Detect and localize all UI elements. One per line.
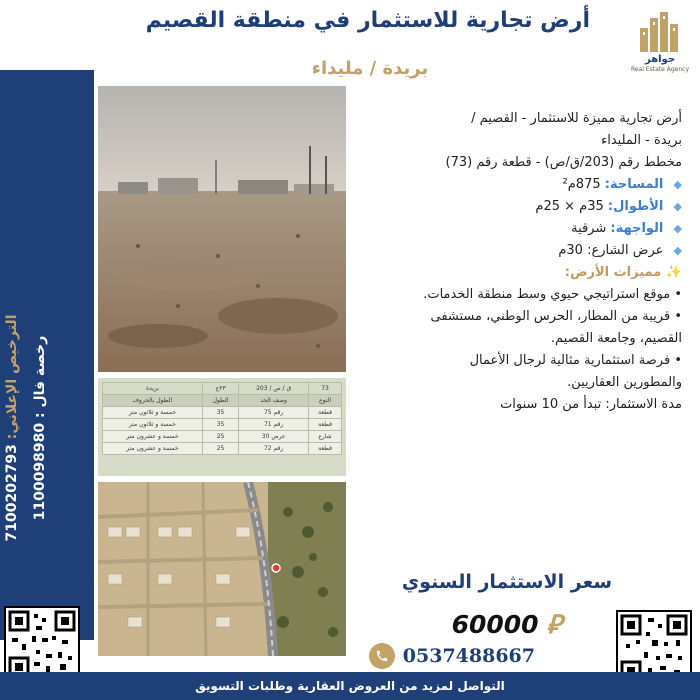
phone-number[interactable]: 0537488667 — [402, 645, 535, 667]
area-value: 875م² — [562, 177, 601, 192]
diamond-bullet-icon: ◆ — [673, 200, 682, 213]
table-cell: 35 — [202, 419, 238, 431]
logo-name: جواهر — [644, 54, 676, 65]
dimensions-value: 35م × 25م — [535, 199, 604, 214]
table-row — [103, 443, 342, 455]
fal-license-value: 1100098980 — [32, 422, 48, 521]
fal-license-label: رخصة فال : — [32, 335, 48, 419]
table-cell: رقم 72 — [239, 443, 309, 455]
price — [452, 608, 562, 641]
table-cell: خمسة و عشرون متر — [103, 443, 203, 455]
table-cell: 25 — [202, 443, 238, 455]
ad-license — [4, 188, 20, 668]
details-line-2: بريدة - المليداء — [601, 133, 682, 148]
diamond-bullet-icon: ◆ — [673, 178, 682, 191]
satellite-map — [98, 482, 346, 656]
area-label: المساحة: — [604, 177, 664, 192]
table-cell: قطعة — [309, 419, 342, 431]
page-title: أرض تجارية للاستثمار في منطقة القصيم — [145, 8, 590, 33]
table-head-cell: بريدة — [103, 383, 203, 395]
dimensions-label: الأطوال: — [607, 199, 664, 214]
table-column-header: النوع — [309, 395, 342, 407]
table-row — [103, 407, 342, 419]
facade-row — [352, 218, 682, 240]
table-column-header: الطول بالحروف — [103, 395, 203, 407]
table-cell: قطعة — [309, 407, 342, 419]
investment-duration: مدة الاستثمار: تبدأ من 10 سنوات — [500, 397, 682, 412]
table-cell: خمسة و ثلاثون متر — [103, 407, 203, 419]
price-value: 60000 — [451, 610, 539, 639]
table-cell: رقم 75 — [239, 407, 309, 419]
fal-license — [32, 188, 48, 668]
table-column-header: وصف الحد — [239, 395, 309, 407]
table-head-cell: 73 — [309, 383, 342, 395]
street-row — [352, 240, 682, 262]
diamond-bullet-icon: ◆ — [673, 244, 682, 257]
phone-icon — [369, 643, 395, 669]
details-line-3: مخطط رقم (203/ق/ص) - قطعة رقم (73) — [445, 155, 682, 170]
building-logo-icon — [638, 10, 682, 54]
land-photo — [98, 86, 346, 372]
table-cell: عرض 30 — [239, 431, 309, 443]
logo-subtitle: Real Estate Agency — [631, 66, 689, 73]
table-cell: رقم 71 — [239, 419, 309, 431]
ad-license-value: 7100202793 — [4, 444, 20, 542]
listing-details — [352, 108, 682, 416]
table-cell: 35 — [202, 407, 238, 419]
diamond-bullet-icon: ◆ — [673, 222, 682, 235]
feature-item: • قريبة من المطار، الحرس الوطني، مستشفى — [430, 309, 682, 324]
feature-item-cont: القصيم، وجامعة القصيم. — [550, 331, 682, 346]
ad-license-label: الترخيص الإعلاني: — [4, 314, 20, 440]
feature-item-cont: والمطورين العقاريين. — [567, 375, 682, 390]
feature-item: • فرصة استثمارية مثالية لرجال الأعمال — [469, 353, 682, 368]
table-row — [103, 431, 342, 443]
table-cell: قطعة — [309, 443, 342, 455]
table-cell: خمسة و ثلاثون متر — [103, 419, 203, 431]
dimensions-row — [352, 196, 682, 218]
facade-value: شرقية — [571, 221, 607, 236]
price-label: سعر الاستثمار السنوي — [401, 571, 612, 593]
street-value: 30م — [558, 243, 583, 258]
street-label: عرض الشارع: — [587, 243, 664, 258]
page-subtitle: بريدة / مليداء — [311, 58, 429, 79]
table-cell: 25 — [202, 431, 238, 443]
footer-bar — [0, 672, 700, 700]
feature-item: • موقع استراتيجي حيوي وسط منطقة الخدمات. — [423, 287, 682, 302]
license-strip — [0, 70, 94, 640]
area-row — [352, 174, 682, 196]
table-head-cell: ٣٣ج — [202, 383, 238, 395]
deed-table — [98, 378, 346, 476]
details-line-1: أرض تجارية مميزة للاستثمار - القصيم / — [471, 111, 682, 126]
features-heading: ✨ مميزات الأرض: — [564, 265, 682, 280]
table-row — [103, 419, 342, 431]
table-cell: خمسة و عشرون متر — [103, 431, 203, 443]
footer-text: التواصل لمزيد من العروض العقارية وطلبات التسويق — [195, 679, 505, 693]
qr-code-left[interactable] — [4, 606, 80, 682]
table-column-header: الطول — [202, 395, 238, 407]
table-head-cell: ق / ص / 203 — [239, 383, 309, 395]
table-cell: شارع — [309, 431, 342, 443]
agency-logo — [630, 10, 690, 82]
contact-phone[interactable] — [369, 643, 535, 669]
riyal-currency-icon: ⃁ — [546, 610, 562, 640]
facade-label: الواجهة: — [610, 221, 664, 236]
